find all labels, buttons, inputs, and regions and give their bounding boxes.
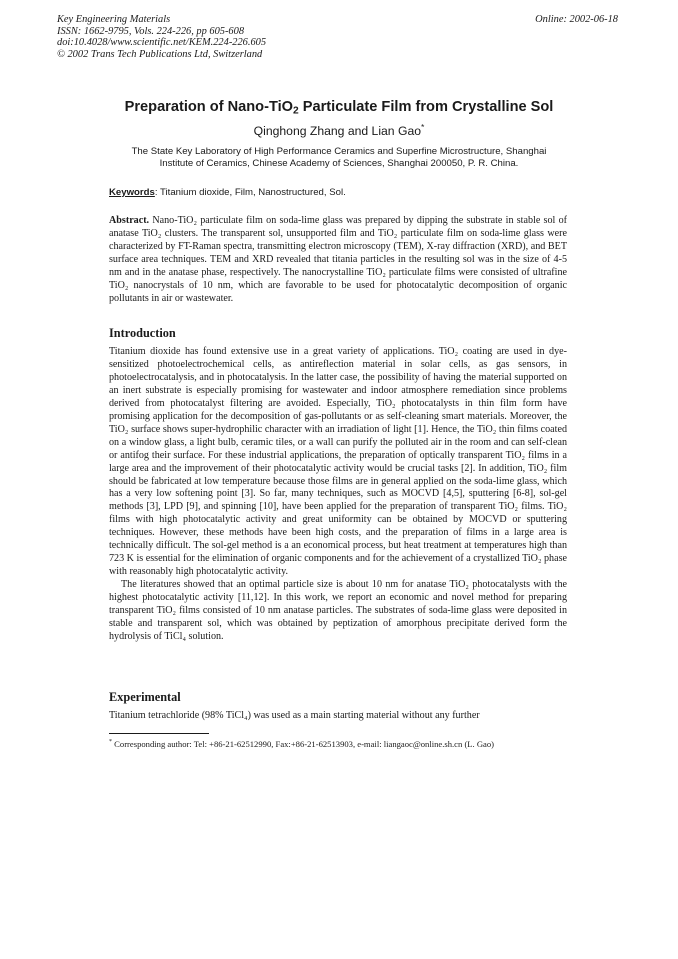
keywords: [109, 187, 346, 198]
experimental-text: Titanium tetrachloride (98% TiCl₄) was used as a main starting material without any further: [109, 710, 480, 721]
abstract: [109, 214, 567, 305]
affiliation: [104, 146, 574, 171]
title-subscript: 2: [293, 105, 299, 117]
footnote-divider: [109, 733, 209, 734]
issn-line: ISSN: 1662-9795, Vols. 224-226, pp 605-608: [57, 25, 245, 37]
journal-name: Key Engineering Materials: [57, 14, 171, 25]
experimental-heading: Experimental: [109, 690, 181, 704]
footnote-mark: *: [109, 739, 113, 746]
doi-line: doi:10.4028/www.scientific.net/KEM.224-226.605: [57, 37, 267, 49]
journal-metadata: [57, 14, 266, 60]
paper-title: [0, 99, 678, 115]
affiliation-line-2: Institute of Ceramics, Chinese Academy of Sciences, Shanghai 200050, P. R. China.: [159, 158, 519, 170]
title-part-1: Preparation of Nano-TiO: [124, 99, 294, 115]
introduction-heading: Introduction: [109, 326, 176, 340]
introduction-paragraph: Titanium dioxide has found extensive use in a great variety of applications. TiO₂ coating are used in dye-sensitized photoelectrochemical cells, as antireflection material in solar cells, as gas sensors, in photoelectrocatalysis, and in photocatalysis. In the latter case, the possibility of having the material supported on an inert substrate is especially promising for wastewater and indoor atmosphere remediation since problems derived from photocatalyst filtering are avoided. Especially, TiO₂ photocatalysts in thin film form have promising application for the decomposition of gas-pollutants or as self-cleaning smart materials. Moreover, the TiO₂ surface shows super-hydrophilic character with an irradiation of light [1]. Hence, the TiO₂ thin films coated on a window glass, a light bulb, ceramic tiles, or a wall can purify the polluted air in the room and can self-clean or antifog their surface. For these industrial applications, the preparation of optically transparent TiO₂ films in a large area and the improvement of their photocatalytic activity would be crucial tasks [2]. In addition, TiO₂ film should be fabricated at low temperature because those films are in general applied on the soda-lime glass, which has a very low softening point [3]. So far, many techniques, such as MOCVD [4,5], sputtering [6-8], sol-gel methods [3], LPD [9], and spinning [10], have been applied for the preparation of transparent TiO₂ films. TiO₂ films with high photocatalytic activity and great uniformity can be obtained by MOCVD or sputtering techniques. However, these methods have been high costs, and the preparation of films in a large area is technically difficult. The sol-gel method is a an economical process, but heat treatment at temperatures high than 723 K is essential for the elimination of organic components and for the achievement of a crystallized TiO₂ phase with reasonably high photocatalytic activity.: [109, 346, 567, 578]
author-mark: *: [421, 121, 425, 132]
online-date: Online: 2002-06-18: [535, 14, 618, 25]
footnote-text: Corresponding author: Tel: +86-21-62512990, Fax:+86-21-62513903, e-mail: liangaoc@online.sh.cn (L. Gao): [112, 739, 495, 749]
author-names: Qinghong Zhang and Lian Gao: [253, 124, 422, 138]
authors: [0, 121, 678, 138]
abstract-text: Nano-TiO₂ particulate film on soda-lime glass was prepared by dipping the substrate in stable sol of anatase TiO₂ clusters. The transparent sol, unsupported film and TiO₂ particulate film on soda-lime glass were characterized by FT-Raman spectra, transmitting electron microscopy (TEM), X-ray diffraction (XRD), and BET surface area techniques. TEM and XRD revealed that titania particles in the resulting sol was in the size of 4-5 nm and in the anatase phase, respectively. The nanocrystalline TiO₂ particulate films were consisted of ultrafine TiO₂ nanocrystals of 10 nm, which are favorable to be used for photocatalytic decomposition of organic pollutants in air or wastewater.: [109, 215, 567, 304]
introduction-paragraph: The literatures showed that an optimal particle size is about 10 nm for anatase TiO₂ photocatalysts with the highest photocatalytic activity [11,12]. In this work, we report an economic and novel method for preparing transparent TiO₂ films consisted of 10 nm anatase particles. The substrates of soda-lime glass were deposited in stable and transparent sol, which was obtained by peptization of amorphous precipitate derived form the hydrolysis of TiCl₄ solution.: [109, 579, 567, 642]
abstract-label: Abstract.: [109, 215, 150, 226]
introduction-body: [109, 346, 567, 644]
title-part-2: Particulate Film from Crystalline Sol: [298, 99, 554, 115]
copyright-line: © 2002 Trans Tech Publications Ltd, Switzerland: [57, 48, 263, 60]
keywords-text: : Titanium dioxide, Film, Nanostructured, Sol.: [154, 187, 346, 198]
affiliation-line-1: The State Key Laboratory of High Performance Ceramics and Superfine Microstructure, Shanghai: [131, 146, 547, 157]
footnote: [109, 739, 494, 749]
keywords-label: Keywords: [109, 187, 155, 198]
